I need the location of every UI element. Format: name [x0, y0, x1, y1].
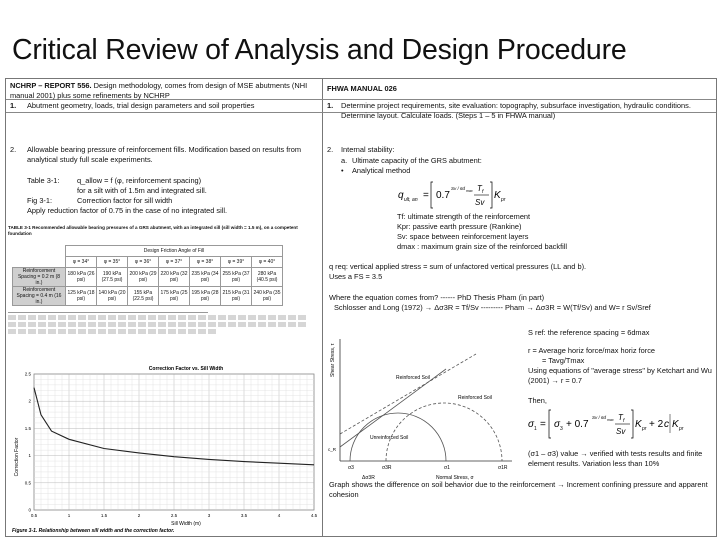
svg-text:Sv / 6d: Sv / 6d [451, 186, 466, 191]
then-line: Then, [528, 396, 547, 405]
nchrp-item-2 [10, 145, 318, 164]
chart-y-tick: 2 [28, 398, 31, 404]
mohr-reinforced-label-2: Reinforced Soil [458, 395, 492, 401]
fhwa-sub-a [341, 156, 482, 166]
fhwa-item-1-num: 1. [327, 101, 334, 110]
mohr-s1-label: σ1 [444, 465, 450, 471]
column-divider [322, 79, 323, 536]
svg-text:pr: pr [679, 426, 684, 432]
svg-text:K: K [635, 419, 642, 430]
svg-text:1: 1 [534, 426, 537, 432]
mohr-unreinforced-label: Unreinforced Soil [370, 435, 409, 441]
pressure-cell: 155 kPa (22.5 psi) [128, 287, 159, 306]
sv-definition: Sv: space between reinforcement layers [397, 232, 529, 241]
chart-y-tick: 1 [28, 453, 31, 459]
svg-text:pr: pr [501, 197, 506, 203]
chart-y-tick: 2.5 [24, 371, 31, 377]
mohr-s3r-label: σ3R [382, 465, 392, 471]
sref-line: S ref: the reference spacing = 6dmax [528, 328, 650, 337]
qreq-line: q req: vertical applied stress = sum of unfactored vertical pressures (LL and b). [329, 262, 587, 271]
reduction-note: Apply reduction factor of 0.75 in the case of no integrated sill. [27, 206, 228, 215]
pressure-cell: 255 kPa (37 psi) [221, 268, 252, 287]
mohr-reinforced-label: Reinforced Soil [396, 375, 430, 381]
angle-header-row [13, 257, 283, 268]
fig-ref-desc: Correction factor for sill width [77, 196, 173, 205]
table-footnotes [8, 315, 308, 334]
chart-y-label: Correction Factor [14, 437, 20, 477]
svg-text:q: q [398, 190, 404, 201]
ultimate-capacity-equation [398, 179, 508, 211]
graph-line: Graph shows the difference on soil behavior due to the reinforcement → Increment confining pressure and apparent cohesion [329, 480, 708, 499]
tf-definition: Tf: ultimate strength of the reinforcement [397, 212, 531, 221]
mohr-s1r-label: σ1R [498, 465, 508, 471]
svg-text:c: c [664, 419, 669, 430]
svg-text:=: = [423, 190, 429, 201]
dmax-definition: dmax : maximum grain size of the reinforced backfill [397, 242, 568, 251]
chart-x-tick: 3 [207, 513, 211, 518]
fs-line: Uses a FS = 3.5 [329, 272, 383, 281]
chart-x-tick: 1 [67, 513, 71, 518]
pressure-cell: 235 kPa (34 psi) [190, 268, 221, 287]
chart-x-tick: 3.5 [240, 513, 248, 518]
pressure-cell: 190 kPa (27.5 psi) [97, 268, 128, 287]
nchrp-item-2-num: 2. [10, 145, 17, 154]
mohr-ds3r-label: Δσ3R [362, 475, 375, 481]
table-ref-desc-2: for a silt with of 1.5m and integrated sill. [77, 186, 207, 195]
svg-text:T: T [477, 184, 482, 193]
angle-header-6: φ = 40° [252, 257, 283, 268]
principal-stress-equation [528, 407, 690, 441]
table-corner-2 [13, 257, 66, 268]
table-corner [13, 246, 66, 257]
svg-text:=: = [540, 419, 546, 430]
fhwa-item-1-text: Determine project requirements, site evaluation: topography, subsurface investigation, hydraulic conditions. Determine layout. Calculate loads. (Steps 1 – 5 in FHWA manual) [341, 101, 691, 120]
svg-text:K: K [494, 190, 501, 201]
svg-text:Sv: Sv [616, 427, 626, 436]
correction-factor-chart [8, 362, 320, 534]
nchrp-item-1-text: Abutment geometry, loads, trial design parameters and soil properties [27, 101, 255, 110]
fhwa-sub-a-text: Ultimate capacity of the GRS abutment: [352, 156, 482, 165]
nchrp-item-2-text: Allowable bearing pressure of reinforcement fills. Modification based on results from analytical study full scale experiments. [27, 145, 301, 164]
pressure-cell: 240 kPa (35 psi) [252, 287, 283, 306]
pressure-row-label: Reinforcement Spacing = 0.4 m (16 in.) [13, 287, 66, 306]
angle-header-2: φ = 36° [128, 257, 159, 268]
allowable-pressure-table [12, 245, 283, 306]
mohr-s3-label: σ3 [348, 465, 354, 471]
pressure-cell: 215 kPa (31 psi) [221, 287, 252, 306]
pressure-cell: 220 kPa (32 psi) [159, 268, 190, 287]
kpr-definition: Kpr: passive earth pressure (Rankine) [397, 222, 522, 231]
chart-y-tick: 1.5 [24, 425, 31, 431]
chart-x-tick: 2.5 [170, 513, 178, 518]
pressure-row [13, 287, 283, 306]
chart-y-tick: 0 [28, 507, 31, 513]
page-title: Critical Review of Analysis and Design Procedure [12, 34, 627, 66]
fhwa-bullet-text: Analytical method [352, 166, 411, 175]
svg-text:Sv: Sv [475, 198, 485, 207]
fhwa-item-2-num: 2. [327, 145, 334, 154]
schlosser-line: Schlosser and Long (1972) → Δσ3R = Tf/Sv --------- Pham → Δσ3R = W(Tf/Sv) and W= r Sv/Sref [334, 303, 651, 312]
angle-header-5: φ = 39° [221, 257, 252, 268]
chart-x-tick: 0.5 [30, 513, 38, 518]
pressure-cell: 200 kPa (29 psi) [128, 268, 159, 287]
svg-text:3: 3 [560, 426, 563, 432]
mohr-cr-label: c_R [328, 447, 337, 452]
comparison-table [5, 78, 717, 537]
pressure-cell: 180 kPa (26 psi) [66, 268, 97, 287]
table-ref-desc-1: q_allow = f (φ, reinforcement spacing) [77, 176, 202, 185]
chart-x-label: Sill Width (m) [171, 521, 201, 527]
table-ref-label: Table 3-1: [27, 176, 60, 185]
svg-text:Sv / 6d: Sv / 6d [592, 415, 607, 420]
angle-header-4: φ = 38° [190, 257, 221, 268]
pressure-cell: 195 kPa (28 psi) [190, 287, 221, 306]
nchrp-header-text: Design methodology, comes from design of MSE abutments (NHI manual 2001) plus some refinements by NCHRP [10, 81, 308, 100]
friction-angle-header: Design Friction Angle of Fill [66, 246, 283, 257]
r-line-3: Using equations of "average stress" by Ketchart and Wu (2001) → r = 0.7 [528, 366, 712, 385]
r-line-2: = Tavg/Tmax [542, 356, 585, 365]
pressure-cell: 175 kPa (25 psi) [159, 287, 190, 306]
chart-caption: Figure 3-1. Relationship between sill width and the correction factor. [12, 528, 175, 534]
mohr-y-label: Shear Stress, τ [330, 343, 336, 377]
bullet-icon: • [341, 166, 344, 175]
verify-line: (σ1 – σ3) value → verified with tests results and finite element results. Variation less than 10% [528, 449, 703, 468]
svg-text:T: T [618, 413, 623, 422]
svg-text:σ: σ [528, 419, 535, 430]
fhwa-item-2-text: Internal stability: [341, 145, 395, 154]
origin-line: Where the equation comes from? ------ PhD Thesis Pham (in part) [329, 293, 545, 302]
pressure-row-label: Reinforcement Spacing = 0.2 m (8 in.) [13, 268, 66, 287]
angle-header-3: φ = 37° [159, 257, 190, 268]
chart-grid [34, 374, 314, 510]
fhwa-sub-a-letter: a. [341, 156, 348, 165]
chart-y-tick: 0.5 [24, 480, 31, 486]
svg-text:pr: pr [642, 426, 647, 432]
chart-x-tick: 1.5 [100, 513, 108, 518]
pressure-cell: 140 kPa (20 psi) [97, 287, 128, 306]
angle-header-0: φ = 34° [66, 257, 97, 268]
r-line-1: r = Average horiz force/max horiz force [528, 346, 655, 355]
pressure-cell: 125 kPa (18 psi) [66, 287, 97, 306]
fhwa-item-1 [327, 101, 712, 120]
pressure-cell: 280 kPa (40.5 psi) [252, 268, 283, 287]
fhwa-header: FHWA MANUAL 026 [327, 84, 397, 93]
chart-title: Correction Factor vs. Sill Width [148, 366, 224, 372]
fhwa-bullet [341, 166, 411, 176]
chart-x-tick: 2 [137, 513, 141, 518]
svg-text:+ 0.7: + 0.7 [566, 419, 589, 430]
mohr-x-label: Normal Stress, σ [436, 475, 474, 481]
fig-ref-label: Fig 3-1: [27, 196, 53, 205]
mohr-circle-diagram [326, 329, 516, 484]
svg-text:f: f [623, 418, 625, 424]
svg-text:max: max [607, 418, 614, 422]
svg-text:+ 2: + 2 [649, 419, 664, 430]
pressure-rows [13, 268, 283, 306]
nchrp-header [10, 81, 318, 101]
svg-text:f: f [482, 189, 484, 195]
svg-text:ult, an: ult, an [404, 197, 418, 203]
svg-text:0.7: 0.7 [436, 190, 450, 201]
nchrp-item-1 [10, 101, 318, 111]
svg-text:K: K [672, 419, 679, 430]
scanned-table-3-1 [8, 225, 320, 375]
fhwa-item-2 [327, 145, 712, 155]
nchrp-item-1-num: 1. [10, 101, 17, 110]
chart-x-tick: 4.5 [310, 513, 318, 518]
angle-header-1: φ = 35° [97, 257, 128, 268]
svg-text:max: max [466, 189, 473, 193]
nchrp-header-bold: NCHRP – REPORT 556. [10, 81, 92, 90]
chart-x-tick: 4 [277, 513, 281, 518]
scanned-table-caption: TABLE 3-1 Recommended allowable bearing pressures of a GRS abutment, with an integrated sill (sill width = 1.5 m), on a competent foundation [8, 225, 298, 236]
pressure-row [13, 268, 283, 287]
svg-text:σ: σ [554, 419, 561, 430]
